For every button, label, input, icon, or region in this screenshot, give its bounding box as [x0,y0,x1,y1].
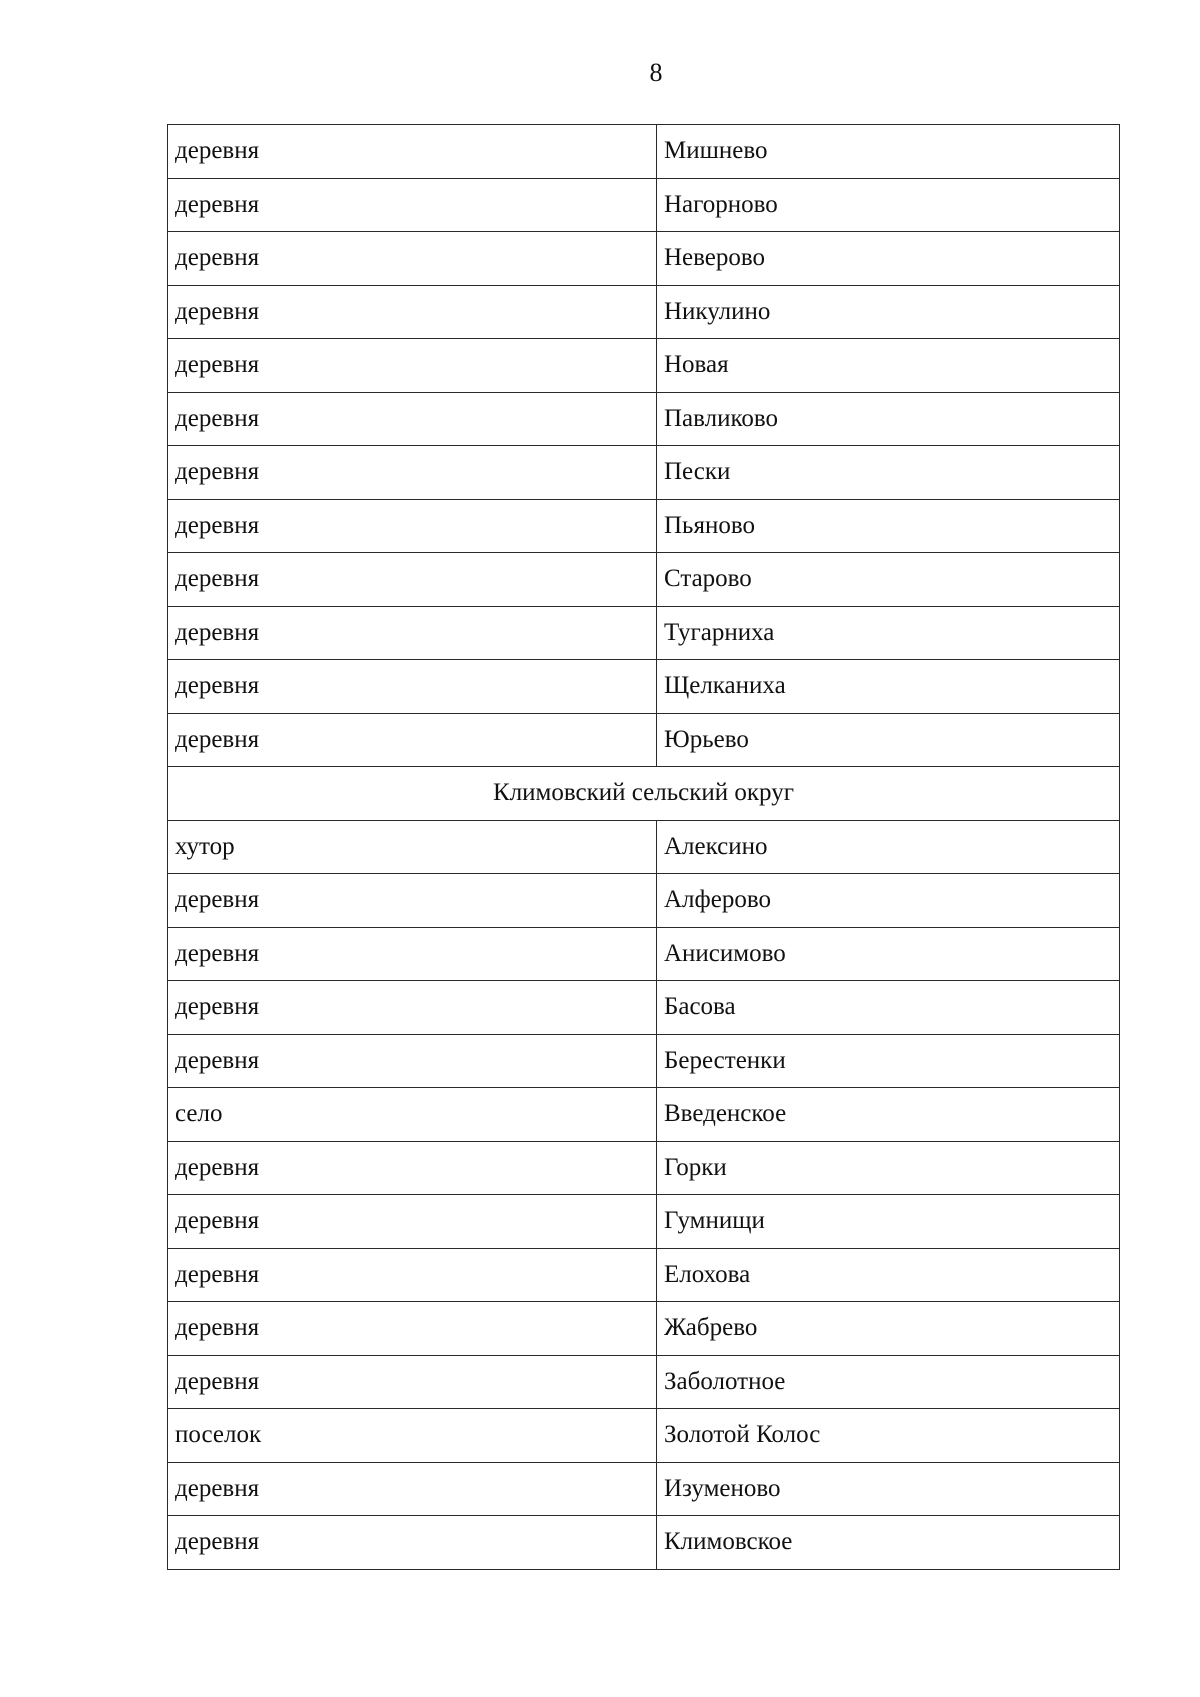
settlement-type-cell: хутор [168,820,657,874]
page-number: 8 [649,58,663,87]
settlement-name-cell: Нагорново [657,178,1120,232]
settlement-name-cell: Климовское [657,1516,1120,1570]
table-row [168,232,1120,286]
settlement-type-cell: поселок [168,1409,657,1463]
settlement-name-cell: Новая [657,339,1120,393]
settlement-type-cell: деревня [168,606,657,660]
settlement-name-cell: Пески [657,446,1120,500]
section-row [168,767,1120,821]
table-row [168,981,1120,1035]
settlement-type-cell: деревня [168,713,657,767]
settlement-type-cell: деревня [168,1355,657,1409]
section-heading: Климовский сельский округ [168,767,1120,821]
settlement-name-cell: Елохова [657,1248,1120,1302]
table-row [168,1248,1120,1302]
table-row [168,606,1120,660]
settlement-type-cell: деревня [168,499,657,553]
table-row [168,1516,1120,1570]
settlement-name-cell: Никулино [657,285,1120,339]
table-row [168,1141,1120,1195]
settlement-type-cell: деревня [168,1302,657,1356]
settlement-type-cell: деревня [168,660,657,714]
table-row [168,1034,1120,1088]
settlement-type-cell: деревня [168,874,657,928]
settlement-name-cell: Жабрево [657,1302,1120,1356]
table-row [168,339,1120,393]
settlement-name-cell: Золотой Колос [657,1409,1120,1463]
table-row [168,1462,1120,1516]
settlement-name-cell: Щелканиха [657,660,1120,714]
table-row [168,1409,1120,1463]
table-row [168,553,1120,607]
table-row [168,1195,1120,1249]
settlement-type-cell: деревня [168,339,657,393]
settlement-name-cell: Пьяново [657,499,1120,553]
settlement-type-cell: деревня [168,981,657,1035]
settlement-type-cell: село [168,1088,657,1142]
settlement-name-cell: Гумнищи [657,1195,1120,1249]
settlement-type-cell: деревня [168,125,657,179]
table-row [168,927,1120,981]
table-row [168,446,1120,500]
table-row [168,178,1120,232]
settlement-type-cell: деревня [168,553,657,607]
settlement-type-cell: деревня [168,1462,657,1516]
settlement-type-cell: деревня [168,1248,657,1302]
settlement-name-cell: Берестенки [657,1034,1120,1088]
settlement-name-cell: Старово [657,553,1120,607]
settlement-name-cell: Введенское [657,1088,1120,1142]
table-row [168,820,1120,874]
table-row [168,1355,1120,1409]
settlement-name-cell: Басова [657,981,1120,1035]
settlement-name-cell: Анисимово [657,927,1120,981]
settlement-name-cell: Мишнево [657,125,1120,179]
table-row [168,713,1120,767]
settlement-type-cell: деревня [168,1516,657,1570]
settlement-name-cell: Тугарниха [657,606,1120,660]
settlement-type-cell: деревня [168,1141,657,1195]
settlement-type-cell: деревня [168,446,657,500]
table-row [168,660,1120,714]
settlement-type-cell: деревня [168,1034,657,1088]
settlement-name-cell: Изуменово [657,1462,1120,1516]
settlement-name-cell: Юрьево [657,713,1120,767]
settlement-type-cell: деревня [168,232,657,286]
settlement-type-cell: деревня [168,285,657,339]
table-row [168,1302,1120,1356]
settlements-table [167,124,1120,1570]
settlement-name-cell: Заболотное [657,1355,1120,1409]
settlements-table-body [168,125,1120,1570]
table-row [168,499,1120,553]
settlement-name-cell: Алексино [657,820,1120,874]
settlement-type-cell: деревня [168,392,657,446]
table-row [168,285,1120,339]
table-row [168,392,1120,446]
table-row [168,125,1120,179]
settlement-type-cell: деревня [168,927,657,981]
settlement-name-cell: Алферово [657,874,1120,928]
settlement-name-cell: Неверово [657,232,1120,286]
table-row [168,1088,1120,1142]
settlement-type-cell: деревня [168,1195,657,1249]
settlement-name-cell: Горки [657,1141,1120,1195]
settlement-name-cell: Павликово [657,392,1120,446]
table-row [168,874,1120,928]
settlement-type-cell: деревня [168,178,657,232]
